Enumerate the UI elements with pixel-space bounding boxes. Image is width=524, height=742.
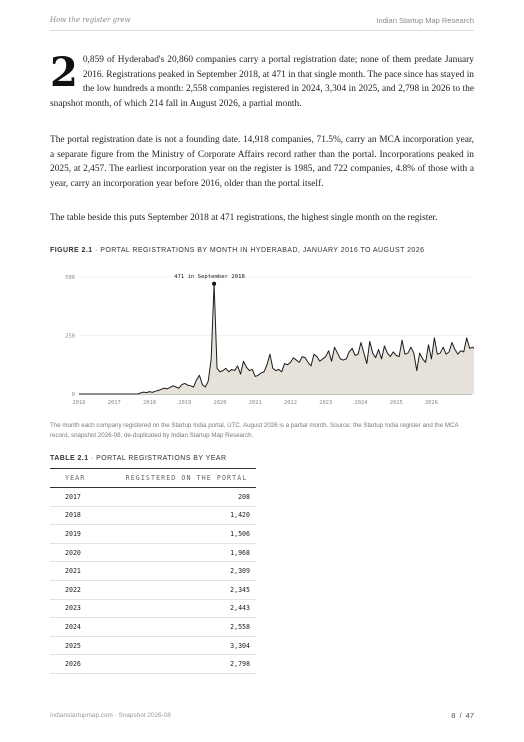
paragraph-table-note: The table beside this puts September 2018 at 471 registrations, the highest single month on the register. [50, 213, 438, 223]
y-tick-label: 250 [65, 333, 75, 340]
table-row [50, 506, 256, 525]
x-tick-label: 2018 [142, 400, 156, 406]
publication-name: Indian Startup Map Research [376, 16, 474, 25]
registered-cell: 1,968 [116, 543, 256, 562]
dropcap: 2 [50, 49, 78, 96]
year-cell: 2024 [50, 618, 116, 637]
year-cell: 2019 [50, 525, 116, 544]
figure-separator: · [95, 247, 98, 254]
registered-cell: 1,506 [116, 525, 256, 544]
table-row [50, 618, 256, 637]
x-tick-label: 2024 [354, 400, 368, 406]
year-cell: 2026 [50, 655, 116, 674]
registered-cell: 2,558 [116, 618, 256, 637]
x-tick-label: 2020 [213, 400, 227, 406]
year-cell: 2022 [50, 580, 116, 599]
x-tick-label: 2026 [424, 400, 438, 406]
table-caption [50, 455, 226, 462]
section-title: How the register grew [50, 16, 131, 24]
running-header [50, 16, 474, 30]
table-row [50, 543, 256, 562]
table-row [50, 562, 256, 581]
year-cell: 2021 [50, 562, 116, 581]
x-tick-label: 2022 [283, 400, 297, 406]
paragraph-incorporation: The portal registration date is not a founding date. 14,918 companies, 71.5%, carry an MCA incorporation year, a separate figure from the Ministry of Corporate Affairs record rather than the portal. Incorporations peaked in 2025, at 2,457. The earliest incorporation year on the register is 1985, and 722 companies, 4.8% of those with a year, carry an incorporation year before 2016, older than the portal itself. [50, 135, 474, 189]
x-tick-label: 2017 [107, 400, 121, 406]
x-tick-label: 2023 [319, 400, 333, 406]
table-number: TABLE 2.1 [50, 455, 89, 462]
peak-annotation: 471 in September 2018 [174, 273, 245, 280]
registered-cell: 2,443 [116, 599, 256, 618]
footer-site: indianstartupmap.com · Snapshot 2026-08 [50, 712, 171, 719]
table-row [50, 580, 256, 599]
registered-cell: 2,309 [116, 562, 256, 581]
x-tick-label: 2016 [72, 400, 86, 406]
registered-cell: 208 [116, 488, 256, 507]
series-area [79, 284, 474, 394]
table-row [50, 636, 256, 655]
y-tick-label: 500 [65, 275, 75, 281]
figure-number: FIGURE 2.1 [50, 247, 93, 254]
year-cell: 2017 [50, 488, 116, 507]
paragraph-intro-text: 0,859 of Hyderabad's 20,860 companies carry a portal registration date; none of them predate January 2016. Registrations peaked in September 2018, at 471 in that single month. The pace since has stayed in the low hundreds a month: 2,558 companies registered in 2024, 3,304 in 2025, and 2,798 in 2026 to the snapshot month, of which 214 fall in August 2026, a partial month. [50, 55, 474, 109]
year-cell: 2025 [50, 636, 116, 655]
x-tick-label: 2021 [248, 400, 262, 406]
registrations-table [50, 468, 256, 674]
paragraph-intro [50, 49, 474, 111]
figure-source-note: The month each company registered on the Startup India portal, UTC. August 2026 is a partial month. Source: the Startup India register and the MCA record, snapshot 2026-08, de-duplicated by Indian Startup Map Research. [50, 422, 459, 439]
table-row [50, 599, 256, 618]
registered-cell: 3,304 [116, 636, 256, 655]
page-number: 8 / 47 [451, 711, 474, 720]
column-header-year: YEAR [50, 469, 116, 488]
peak-marker [212, 282, 216, 286]
column-header-registered: REGISTERED ON THE PORTAL [116, 469, 256, 488]
table-separator: · [90, 455, 94, 462]
header-divider [50, 30, 474, 31]
x-tick-label: 2019 [178, 400, 192, 406]
year-cell: 2020 [50, 543, 116, 562]
table-header-row [50, 469, 256, 488]
registered-cell: 2,345 [116, 580, 256, 599]
y-tick-label: 0 [71, 392, 75, 398]
table-row [50, 488, 256, 507]
figure-title: PORTAL REGISTRATIONS BY MONTH IN HYDERABAD, JANUARY 2016 TO AUGUST 2026 [100, 247, 425, 254]
registered-cell: 1,420 [116, 506, 256, 525]
year-cell: 2018 [50, 506, 116, 525]
year-cell: 2023 [50, 599, 116, 618]
table-title: PORTAL REGISTRATIONS BY YEAR [96, 455, 227, 462]
x-tick-label: 2025 [389, 400, 403, 406]
table-row [50, 655, 256, 674]
registered-cell: 2,798 [116, 655, 256, 674]
figure-caption [50, 247, 424, 254]
table-row [50, 525, 256, 544]
registrations-chart [50, 262, 474, 412]
